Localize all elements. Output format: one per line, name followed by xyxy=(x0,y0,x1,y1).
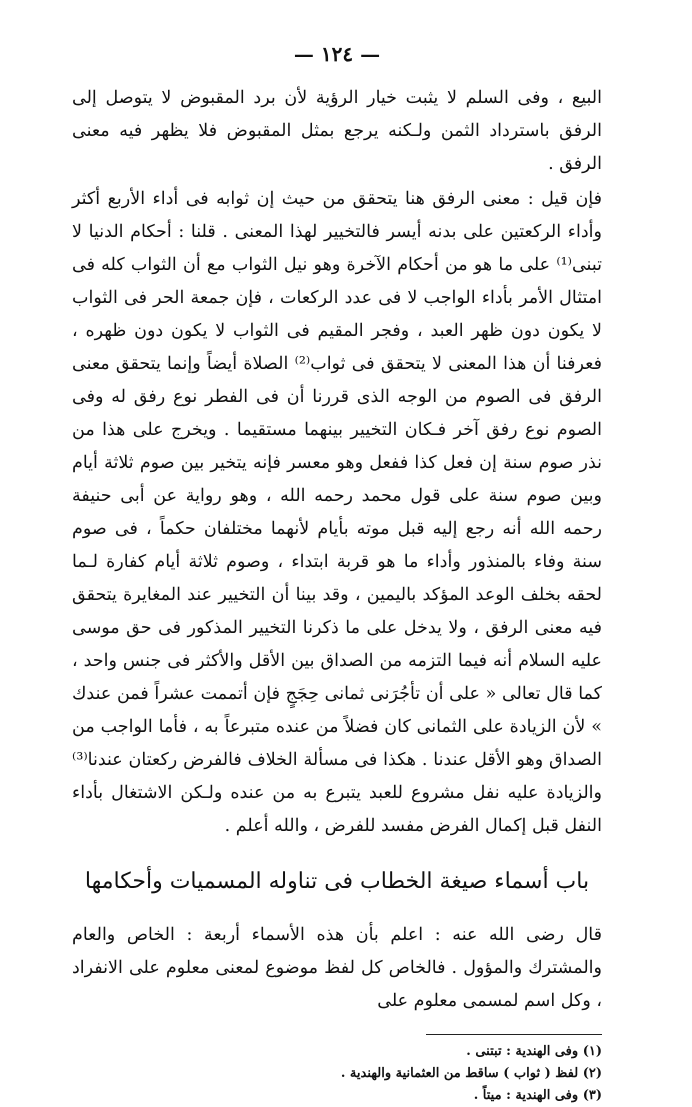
paragraph-section-intro: قال رضى الله عنه : اعلم بأن هذه الأسماء أربعة : الخاص والعام والمشترك والمؤول . فالخاص كل لفظ موضوع لمعنى معلوم على الانفراد ، وكل اسم لمسمى معلوم على xyxy=(72,925,602,1011)
footnote-3: (٣) وفى الهندية : ميتاً . xyxy=(473,1088,602,1103)
section-title: باب أسماء صيغة الخطاب فى تناوله المسميات وأحكامها xyxy=(84,869,590,894)
book-page xyxy=(72,36,602,1107)
paragraph-sale-salam: البيع ، وفى السلم لا يثبت خيار الرؤية لأن برد المقبوض لا يتوصل إلى الرفق باسترداد الثمن ولـكنه يرجع بمثل المقبوض فلا يظهر فيه معنى الرفق . xyxy=(72,88,602,174)
page-number: — ١٢٤ — xyxy=(293,42,381,66)
paragraph-objection-reward: فإن قيل : معنى الرفق هنا يتحقق من حيث إن ثوابه فى أداء الأربع أكثر وأداء الركعتين على بدنه أيسر فالتخيير لهذا المعنى . قلنا : أحكام الدنيا لا تبنى⁽¹⁾ على ما هو من أحكام الآخرة وهو نيل الثواب مع أن الثواب كله فى امتثال الأمر بأداء الواجب لا فى عدد الركعات ، فإن جمعة الحر فى الثواب لا يكون دون ظهر العبد ، وفجر المقيم فى الثواب لا يكون دون ظهره ، فعرفنا أن هذا المعنى لا يتحقق فى ثواب⁽²⁾ الصلاة أيضاً وإنما يتحقق معنى الرفق فى الصوم من الوجه الذى قررنا أن فى الفطر نوع رفق له وفى الصوم نوع رفق آخر فـكان التخيير بينهما مستقيما . ويخرج على هذا من نذر صوم سنة إن فعل كذا ففعل وهو معسر فإنه يتخير بين صوم ثلاثة أيام وبين صوم سنة على قول محمد رحمه الله ، وهو رواية عن أبى حنيفة رحمه الله أنه رجع إليه قبل موته بأيام لأنهما مختلفان حكماً ، فى صوم سنة وفاء بالمنذور وأداء ما هو قربة ابتداء ، وصوم ثلاثة أيام كفارة لـما لحقه بخلف الوعد المؤكد باليمين ، وقد بينا أن التخيير عند المغايرة يتحقق فيه معنى الرفق ، ولا يدخل على ما ذكرنا التخيير المذكور فى حق موسى عليه السلام أنه فيما التزمه من الصداق بين الأقل والأكثر فى جنس واحد ، كما قال تعالى « على أن تأجُرَنى ثمانى حِجَجٍ فإن أتممت عشراً فمن عندك » لأن الزيادة على الثمانى كان فضلاً من عنده متبرعاً به ، فأما الواجب من الصداق وهو الأقل عندنا . هكذا فى مسألة الخلاف فالفرض ركعتان عندنا⁽³⁾ والزيادة عليه نفل مشروع للعبد يتبرع به من عنده ولـكن الاشتغال بأداء النفل قبل إكمال الفرض مفسد للفرض ، والله أعلم . xyxy=(72,189,602,836)
footnote-1: (١) وفى الهندية : تبتنى . xyxy=(466,1044,602,1059)
footnote-2: (٢) لفظ ( ثواب ) ساقط من العثمانية والهندية . xyxy=(340,1066,602,1081)
footnote-divider xyxy=(426,1034,602,1035)
